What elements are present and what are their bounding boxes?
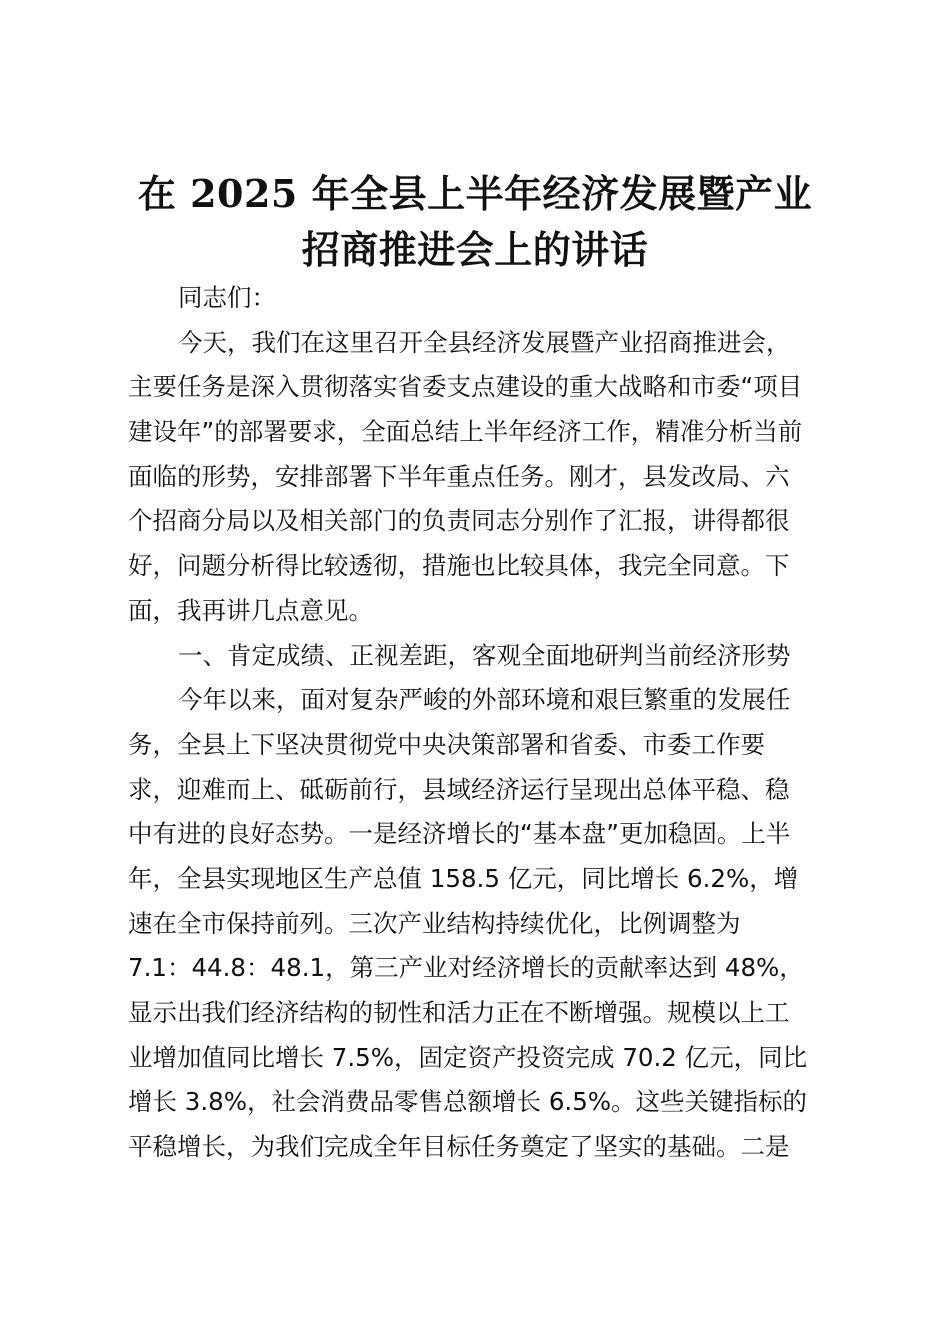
paragraph-1-line: 今天，我们在这里召开全县经济发展暨产业招商推进会， — [178, 327, 791, 357]
paragraph-2-line: 显示出我们经济结构的韧性和活力正在不断增强。规模以上工 — [128, 998, 790, 1027]
title-line-2: 招商推进会上的讲话 — [301, 227, 649, 272]
paragraph-2-line: 7.1：44.8：48.1，第三产业对经济增长的贡献率达到 48%， — [128, 953, 804, 983]
paragraph-2-line: 今年以来，面对复杂严峻的外部环境和艰巨繁重的发展任 — [178, 685, 791, 715]
paragraph-2-line: 求，迎难而上、砥砺前行，县域经济运行呈现出总体平稳、稳 — [128, 774, 790, 804]
paragraph-1-line: 建设年”的部署要求，全面总结上半年经济工作，精准分析当前 — [128, 417, 803, 447]
paragraph-2-line: 务，全县上下坚决贯彻党中央决策部署和省委、市委工作要 — [128, 729, 765, 759]
document-body — [128, 276, 838, 1170]
paragraph-1-line: 主要任务是深入贯彻落实省委支点建设的重大战略和市委“项目 — [128, 372, 803, 402]
document-title — [100, 166, 850, 278]
paragraph-1-line: 面，我再讲几点意见。 — [128, 595, 373, 625]
paragraph-1-line: 好，问题分析得比较透彻，措施也比较具体，我完全同意。下 — [128, 551, 790, 581]
title-line-1: 在 2025 年全县上半年经济发展暨产业 — [137, 171, 813, 216]
salutation: 同志们： — [178, 283, 276, 312]
paragraph-2-line: 中有进的良好态势。一是经济增长的“基本盘”更加稳固。上半 — [128, 819, 791, 849]
paragraph-2-line: 增长 3.8%，社会消费品零售总额增长 6.5%。这些关键指标的 — [128, 1087, 808, 1117]
paragraph-1-line: 面临的形势，安排部署下半年重点任务。刚才，县发改局、六 — [128, 461, 790, 491]
paragraph-2-line: 业增加值同比增长 7.5%，固定资产投资完成 70.2 亿元，同比 — [128, 1042, 808, 1072]
paragraph-1-line: 个招商分局以及相关部门的负责同志分别作了汇报，讲得都很 — [128, 506, 790, 536]
paragraph-2-line: 年，全县实现地区生产总值 158.5 亿元，同比增长 6.2%，增 — [128, 863, 799, 893]
section-1-heading: 一、肯定成绩、正视差距，客观全面地研判当前经济形势 — [178, 640, 791, 670]
paragraph-2-line: 速在全市保持前列。三次产业结构持续优化，比例调整为 — [128, 908, 741, 938]
paragraph-2-line: 平稳增长，为我们完成全年目标任务奠定了坚实的基础。二是 — [128, 1132, 790, 1162]
